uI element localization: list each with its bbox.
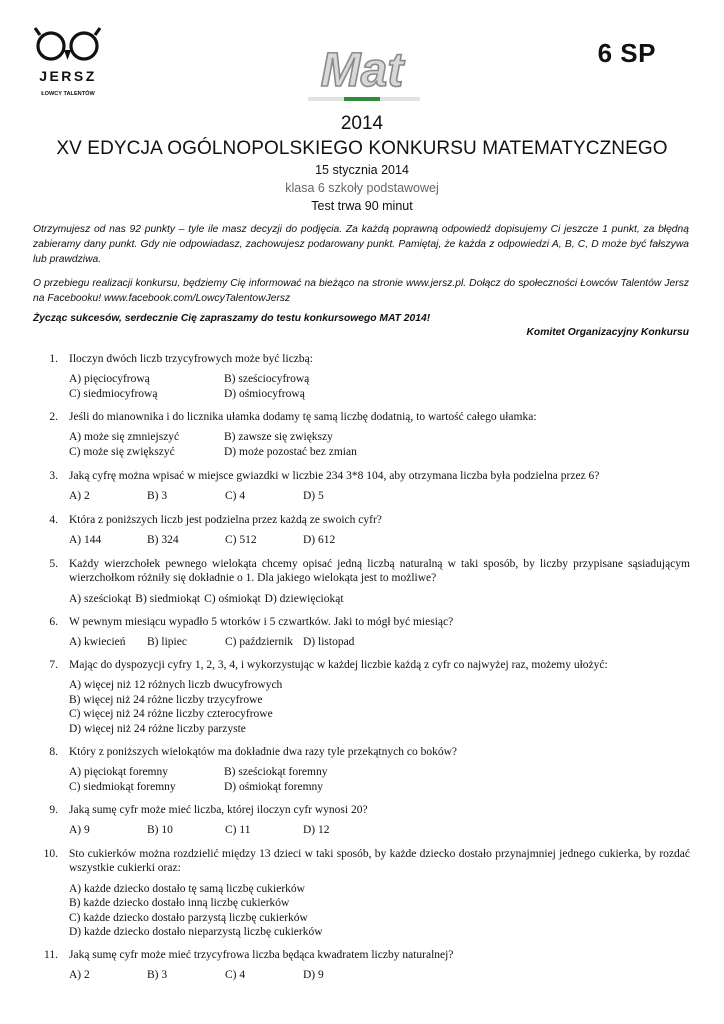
question-8 xyxy=(36,745,690,803)
option-c: C) październik xyxy=(225,636,294,649)
option-d: D) każde dziecko dostało nieparzystą liczbę cukierków xyxy=(69,926,323,939)
question-number: 11. xyxy=(44,949,58,961)
question-4 xyxy=(36,513,690,557)
option-c: C) 512 xyxy=(225,534,257,547)
option-d: D) 9 xyxy=(303,969,324,982)
grade-label: 6 SP xyxy=(597,38,656,68)
question-text: Jaką sumę cyfr może mieć trzycyfrowa liczba będąca kwadratem liczby naturalnej? xyxy=(69,949,454,961)
question-3 xyxy=(36,469,690,513)
exam-date: 15 stycznia 2014 xyxy=(315,163,409,177)
question-number: 3. xyxy=(49,470,58,482)
option-c: C) każde dziecko dostało parzystą liczbę cukierków xyxy=(69,911,308,924)
question-9 xyxy=(36,803,690,847)
option-a: A) sześciokąt xyxy=(69,592,132,605)
option-b: B) 324 xyxy=(147,534,179,547)
option-d: D) 5 xyxy=(303,490,324,503)
question-number: 9. xyxy=(49,804,58,816)
question-list xyxy=(36,352,690,988)
option-b: B) sześciokąt foremny xyxy=(224,766,328,779)
option-b: B) sześciocyfrową xyxy=(224,373,310,386)
info-paragraph: O przebiegu realizacji konkursu, będziemy Cię informować na bieżąco na stronie www.jersz.pl. Dołącz do społeczności Łowców Talentów Jersz na Facebooku! www.facebook.com/LowcyTalentowJersz xyxy=(33,278,689,305)
question-text: Jeśli do mianownika i do licznika ułamka dodamy tę samą liczbę dodatnią, to wartość całego ułamka: xyxy=(69,411,537,423)
class-line: klasa 6 szkoły podstawowej xyxy=(285,181,439,195)
question-text: Jaką sumę cyfr może mieć liczba, której iloczyn cyfr wynosi 20? xyxy=(69,804,368,816)
option-a: A) więcej niż 12 różnych liczb dwucyfrowych xyxy=(69,679,283,692)
option-c: C) ośmiokąt xyxy=(204,592,261,605)
option-b: B) każde dziecko dostało inną liczbę cukierków xyxy=(69,897,290,910)
option-d: D) 612 xyxy=(303,534,336,547)
option-c: C) może się zwiększyć xyxy=(69,445,175,458)
option-d: D) może pozostać bez zmian xyxy=(224,445,357,458)
option-a: A) pięciocyfrową xyxy=(69,373,150,386)
logo-jersz-text: JERSZ xyxy=(39,68,97,84)
option-d: D) listopad xyxy=(303,636,355,649)
option-a: A) kwiecień xyxy=(69,636,126,649)
option-d: D) dziewięciokąt xyxy=(264,592,344,605)
question-number: 1. xyxy=(49,353,58,365)
question-5 xyxy=(36,557,690,615)
question-1 xyxy=(36,352,690,410)
exam-duration: Test trwa 90 minut xyxy=(311,199,413,213)
jersz-owl-logo xyxy=(33,26,105,108)
option-c: C) 4 xyxy=(225,969,246,982)
logo-mat-text: Mat xyxy=(320,44,404,97)
question-text: W pewnym miesiącu wypadło 5 wtorków i 5 czwartków. Jaki to mógł być miesiąc? xyxy=(69,616,454,628)
option-d: D) ośmiokąt foremny xyxy=(224,780,324,793)
option-a: A) 2 xyxy=(69,969,90,982)
option-b: B) lipiec xyxy=(147,636,187,649)
option-a: A) 2 xyxy=(69,490,90,503)
option-d: D) więcej niż 24 różne liczby parzyste xyxy=(69,722,246,735)
option-a: A) pięciokąt foremny xyxy=(69,766,168,779)
question-text: Jaką cyfrę można wpisać w miejsce gwiazdki w liczbie 234 3*8 104, aby otrzymana liczba była podzielna przez 6? xyxy=(69,470,600,482)
question-10 xyxy=(36,847,690,948)
option-b: B) 3 xyxy=(147,490,168,503)
question-text: Iloczyn dwóch liczb trzycyfrowych może być liczbą: xyxy=(69,353,313,365)
question-text: Który z poniższych wielokątów ma dokładnie dwa razy tyle przekątnych co boków? xyxy=(69,746,457,758)
option-a: A) każde dziecko dostało tę samą liczbę cukierków xyxy=(69,882,305,895)
option-b: B) 10 xyxy=(147,824,173,837)
option-b: B) siedmiokąt xyxy=(135,592,201,605)
question-11 xyxy=(36,948,690,988)
exam-year: 2014 xyxy=(340,113,384,134)
question-text: Sto cukierków można rozdzielić między 13 dzieci w taki sposób, by każde dziecko dostało przynajmniej jednego cukierka, by rozdać wszystkie cukierki oraz: xyxy=(69,848,690,875)
option-b: B) zawsze się zwiększy xyxy=(224,431,333,444)
logo-subtext: ŁOWCY TALENTÓW xyxy=(41,91,95,97)
question-number: 8. xyxy=(49,746,58,758)
committee-signature: Komitet Organizacyjny Konkursu xyxy=(526,327,689,338)
question-number: 7. xyxy=(49,659,58,671)
option-c: C) siedmiocyfrową xyxy=(69,387,158,400)
exam-title: XV EDYCJA OGÓLNOPOLSKIEGO KONKURSU MATEMATYCZNEGO xyxy=(56,138,668,159)
option-b: B) więcej niż 24 różne liczby trzycyfrowe xyxy=(69,693,263,706)
option-d: D) ośmiocyfrową xyxy=(224,387,305,400)
question-2 xyxy=(36,410,690,469)
question-text: Która z poniższych liczb jest podzielna przez każdą ze swoich cyfr? xyxy=(69,514,382,526)
option-c: C) 11 xyxy=(225,824,251,837)
option-b: B) 3 xyxy=(147,969,168,982)
option-a: A) może się zmniejszyć xyxy=(69,431,180,444)
wish-paragraph: Życząc sukcesów, serdecznie Cię zapraszamy do testu konkursowego MAT 2014! xyxy=(33,313,431,324)
question-6 xyxy=(36,615,690,658)
question-number: 10. xyxy=(43,848,58,860)
question-text: Każdy wierzchołek pewnego wielokąta chcemy opisać jedną liczbą naturalną w taki sposób, by liczby przypisane sąsiadującym wierzchołkom różniły się dokładnie o 1. Dla jakiego wielokąta jest to możliwe? xyxy=(69,558,690,585)
rules-paragraph: Otrzymujesz od nas 92 punkty – tyle ile masz decyzji do podjęcia. Za każdą poprawną odpowiedź dopisujemy Ci jeszcze 1 punkt, za błędną zabieramy dany punkt. Gdy nie odpowiadasz, zachowujesz podarowany punkt. Pamiętaj, że każda z odpowiedzi A, B, C, D może być fałszywa lub prawdziwa. xyxy=(33,224,689,266)
question-number: 5. xyxy=(49,558,58,570)
question-number: 4. xyxy=(49,514,58,526)
option-d: D) 12 xyxy=(303,824,330,837)
question-number: 2. xyxy=(49,411,58,423)
option-c: C) 4 xyxy=(225,490,246,503)
question-7 xyxy=(36,658,690,745)
mat-contest-logo xyxy=(304,36,424,104)
option-a: A) 144 xyxy=(69,534,102,547)
option-a: A) 9 xyxy=(69,824,90,837)
option-c: C) siedmiokąt foremny xyxy=(69,780,176,793)
option-c: C) więcej niż 24 różne liczby czterocyfrowe xyxy=(69,708,273,721)
question-number: 6. xyxy=(49,616,58,628)
question-text: Mając do dyspozycji cyfry 1, 2, 3, 4, i wykorzystując w każdej liczbie każdą z cyfr co najwyżej raz, możemy ułożyć: xyxy=(69,659,608,671)
